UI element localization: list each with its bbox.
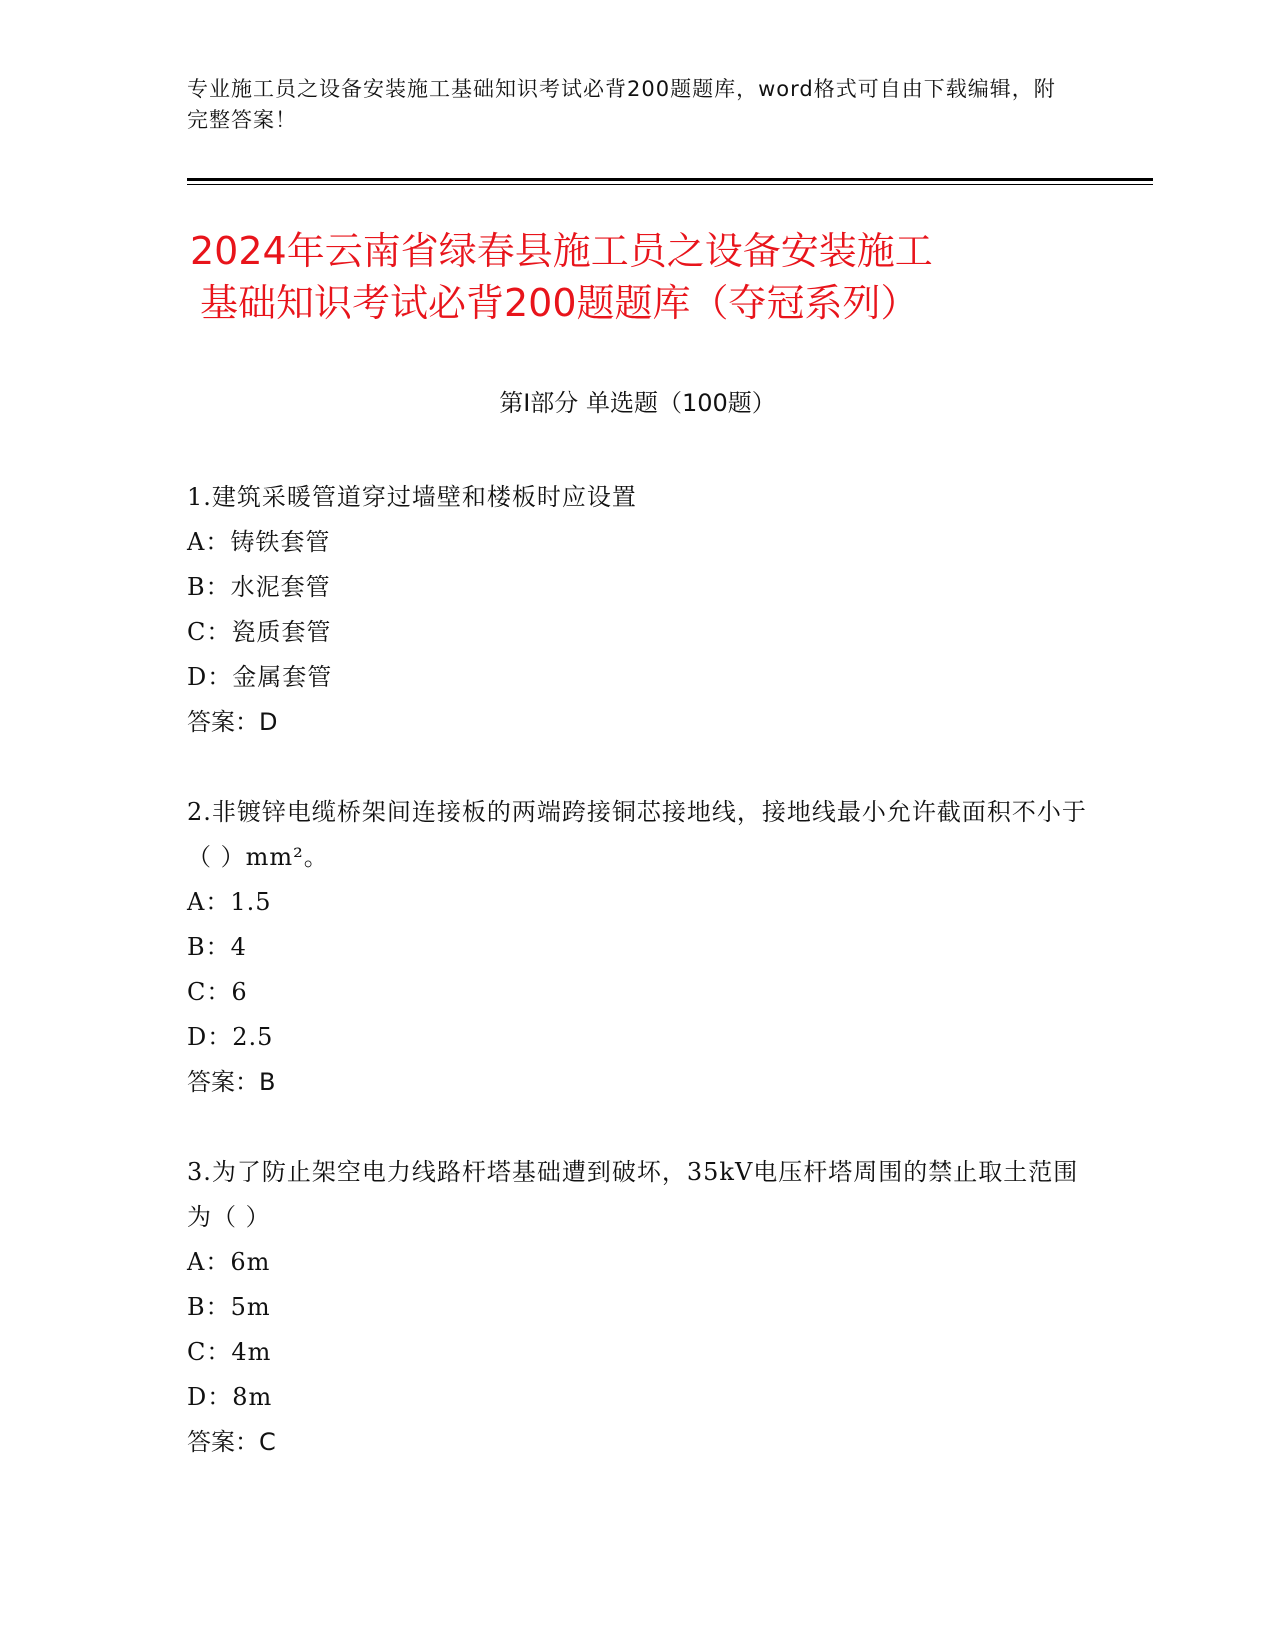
option-a: A：1.5 xyxy=(187,888,272,916)
answer: 答案：B xyxy=(187,1068,276,1096)
header-rule-thin xyxy=(187,184,1153,185)
header-note: 专业施工员之设备安装施工基础知识考试必背200题题库，word格式可自由下载编辑，附完整答案！ xyxy=(187,77,1056,132)
document-title-line-1: 2024年云南省绿春县施工员之设备安装施工 xyxy=(190,229,933,273)
option-b: B：5m xyxy=(187,1293,271,1321)
question-2 xyxy=(187,790,1087,1105)
option-d: D：金属套管 xyxy=(187,663,333,691)
answer: 答案：D xyxy=(187,708,278,736)
question-3 xyxy=(187,1150,1087,1465)
option-c: C：瓷质套管 xyxy=(187,618,332,646)
option-a: A：6m xyxy=(187,1248,271,1276)
question-stem: 3.为了防止架空电力线路杆塔基础遭到破坏，35kV电压杆塔周围的禁止取土范围为（ ） xyxy=(187,1158,1079,1231)
document-title xyxy=(190,225,1090,329)
option-c: C：6 xyxy=(187,978,248,1006)
question-1 xyxy=(187,475,1087,745)
option-d: D：8m xyxy=(187,1383,273,1411)
question-stem: 2.非镀锌电缆桥架间连接板的两端跨接铜芯接地线，接地线最小允许截面积不小于（ ）mm²。 xyxy=(187,798,1087,871)
option-d: D：2.5 xyxy=(187,1023,274,1051)
section-heading: 第Ⅰ部分 单选题（100题） xyxy=(499,389,776,417)
question-stem: 1.建筑采暖管道穿过墙壁和楼板时应设置 xyxy=(187,483,637,511)
option-a: A：铸铁套管 xyxy=(187,528,331,556)
question-list xyxy=(187,475,1087,1510)
header-rule-thick xyxy=(187,178,1153,181)
option-b: B：水泥套管 xyxy=(187,573,331,601)
answer: 答案：C xyxy=(187,1428,276,1456)
option-b: B：4 xyxy=(187,933,247,961)
document-title-line-2: 基础知识考试必背200题题库（夺冠系列） xyxy=(200,281,919,325)
option-c: C：4m xyxy=(187,1338,272,1366)
